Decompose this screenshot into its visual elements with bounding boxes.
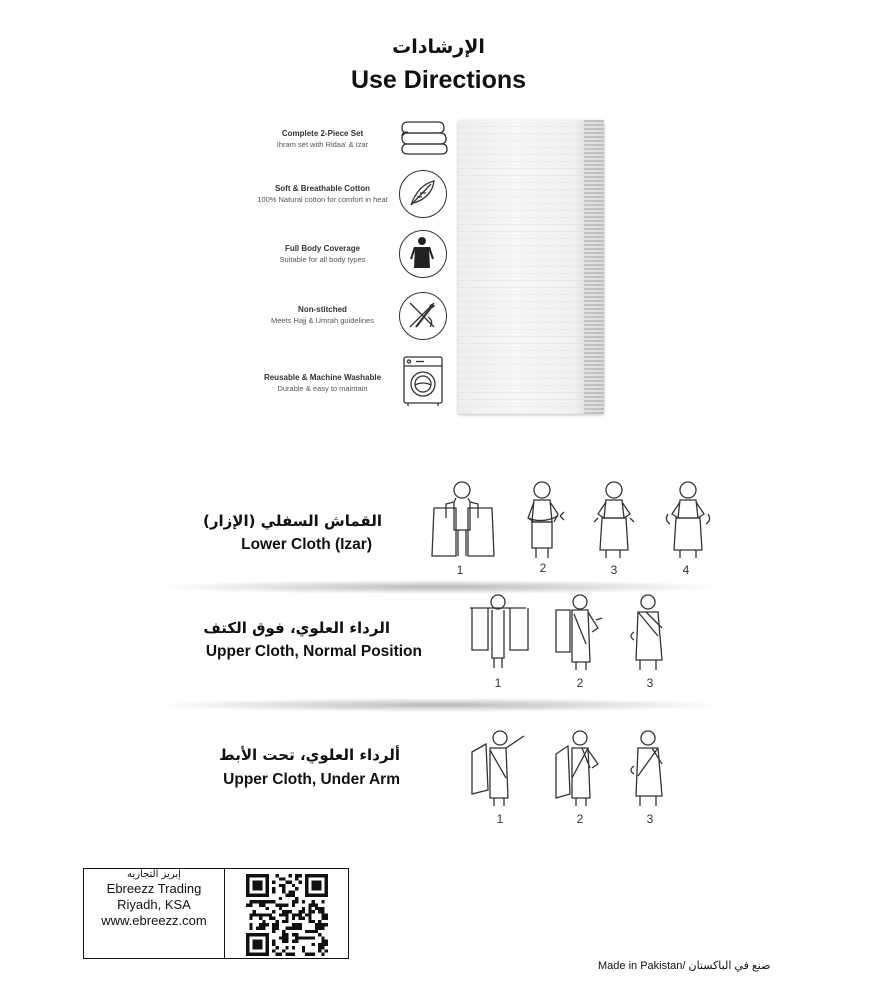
washing-machine-icon xyxy=(402,355,444,407)
page-title-arabic: الإرشادات xyxy=(392,36,485,58)
company-location: Riyadh, KSA xyxy=(117,897,191,912)
step-number: 3 xyxy=(610,563,618,577)
lower-cloth-step-figure xyxy=(588,478,640,567)
no-needle-icon xyxy=(399,292,447,340)
company-website[interactable]: www.ebreezz.com xyxy=(101,913,207,928)
lower-cloth-step-figure xyxy=(660,478,716,567)
feature-title: Complete 2-Piece Set xyxy=(281,129,364,138)
feature-desc: Meets Hajj & Umrah guidelines xyxy=(271,316,374,325)
feature-desc: Suitable for all body types xyxy=(279,255,366,264)
page-title: Use Directions xyxy=(350,66,527,94)
feature-title: Reusable & Machine Washable xyxy=(263,373,382,382)
section-divider xyxy=(160,698,720,712)
feature-title: Full Body Coverage xyxy=(284,244,361,253)
lower-cloth-step-figure xyxy=(428,478,500,567)
step-number: 2 xyxy=(539,561,547,575)
section-title-arabic: ألرداء العلوي، تحت الأبط xyxy=(219,746,400,764)
section-title: Upper Cloth, Normal Position xyxy=(205,643,422,660)
step-number: 1 xyxy=(496,812,504,826)
under-arm-step-figure xyxy=(552,728,606,815)
step-number: 4 xyxy=(682,563,690,577)
company-name-arabic: إبريز التجاريه xyxy=(127,869,181,880)
feature-desc: 100% Natural cotton for comfort in heat xyxy=(257,195,388,204)
person-in-ihram-icon xyxy=(399,230,447,278)
company-name: Ebreezz Trading xyxy=(106,881,202,896)
upper-cloth-step-figure xyxy=(622,592,672,679)
feature-item xyxy=(250,304,395,326)
step-number: 1 xyxy=(494,676,502,690)
folded-towels-icon xyxy=(398,118,450,158)
feather-icon xyxy=(399,170,447,218)
company-info-box xyxy=(83,868,349,959)
section-title-arabic: الرداء العلوي، فوق الكتف xyxy=(203,619,390,637)
feature-desc: Ihram set with Ridaa' & Izar xyxy=(276,140,369,149)
upper-cloth-step-figure xyxy=(466,592,532,679)
step-number: 2 xyxy=(576,676,584,690)
company-details xyxy=(84,869,225,958)
step-number: 1 xyxy=(456,563,464,577)
section-title: Upper Cloth, Under Arm xyxy=(223,771,400,788)
feature-item xyxy=(250,183,395,205)
made-in-label: Made in Pakistan/ صنع في الباكستان xyxy=(598,960,771,972)
step-number: 3 xyxy=(646,676,654,690)
upper-cloth-step-figure xyxy=(552,592,606,679)
step-number: 2 xyxy=(576,812,584,826)
under-arm-step-figure xyxy=(466,728,532,815)
section-title-arabic: القماش السفلي (الإزار) xyxy=(203,512,382,530)
feature-item xyxy=(250,372,395,394)
lower-cloth-step-figure xyxy=(518,478,570,567)
feature-title: Soft & Breathable Cotton xyxy=(274,184,371,193)
under-arm-step-figure xyxy=(622,728,672,815)
section-title: Lower Cloth (Izar) xyxy=(241,536,372,553)
ihram-towel-image xyxy=(458,120,604,414)
step-number: 3 xyxy=(646,812,654,826)
feature-desc: Durable & easy to maintain xyxy=(277,384,368,393)
qr-code[interactable] xyxy=(246,874,328,961)
feature-title: Non-stitched xyxy=(298,305,347,314)
feature-item xyxy=(250,243,395,265)
feature-item xyxy=(250,128,395,150)
